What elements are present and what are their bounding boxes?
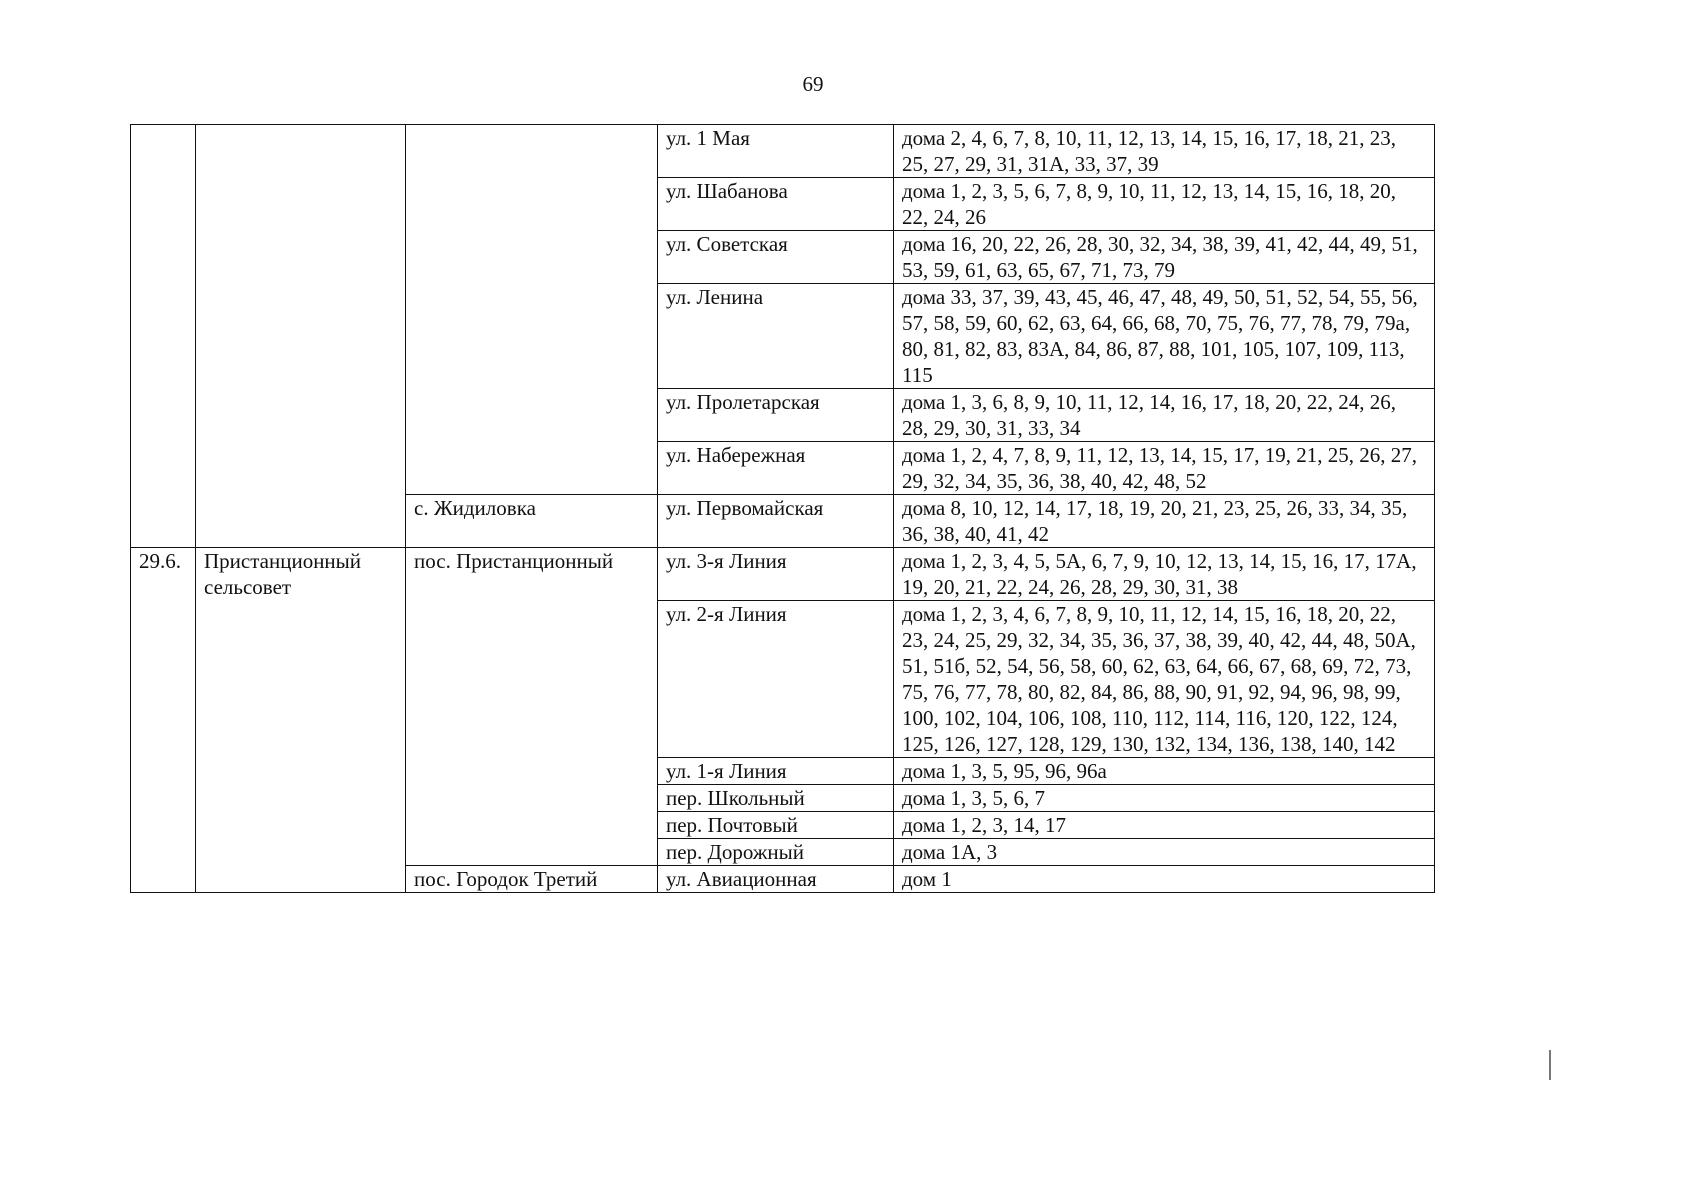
street-name-cell: ул. 1 Мая xyxy=(658,125,894,178)
address-table xyxy=(130,124,1435,893)
street-name-cell: пер. Почтовый xyxy=(658,812,894,839)
house-numbers-cell: дома 33, 37, 39, 43, 45, 46, 47, 48, 49, 50, 51, 52, 54, 55, 56, 57, 58, 59, 60, 62, 63, 64, 66, 68, 70, 75, 76, 77, 78, 79, 79а, 80, 81, 82, 83, 83А, 84, 86, 87, 88, 101, 105, 107, 109, 113, 115 xyxy=(894,284,1435,389)
council-name-cell xyxy=(196,125,406,548)
settlement-name-cell: с. Жидиловка xyxy=(406,495,658,548)
scan-edge-mark xyxy=(1549,1050,1551,1080)
group-number-cell xyxy=(131,125,196,548)
house-numbers-cell: дом 1 xyxy=(894,866,1435,893)
street-name-cell: ул. 2-я Линия xyxy=(658,601,894,758)
street-name-cell: ул. Ленина xyxy=(658,284,894,389)
house-numbers-cell: дома 1, 2, 3, 14, 17 xyxy=(894,812,1435,839)
street-name-cell: ул. Пролетарская xyxy=(658,389,894,442)
house-numbers-cell: дома 1, 3, 5, 6, 7 xyxy=(894,785,1435,812)
council-name-cell: Пристанционный сельсовет xyxy=(196,548,406,893)
settlement-name-cell: пос. Городок Третий xyxy=(406,866,658,893)
street-name-cell: ул. Набережная xyxy=(658,442,894,495)
settlement-name-cell: пос. Пристанционный xyxy=(406,548,658,866)
street-name-cell: ул. Первомайская xyxy=(658,495,894,548)
street-name-cell: ул. Авиационная xyxy=(658,866,894,893)
street-name-cell: пер. Школьный xyxy=(658,785,894,812)
house-numbers-cell: дома 1, 3, 5, 95, 96, 96а xyxy=(894,758,1435,785)
house-numbers-cell: дома 1, 2, 4, 7, 8, 9, 11, 12, 13, 14, 15, 17, 19, 21, 25, 26, 27, 29, 32, 34, 35, 36, 38, 40, 42, 48, 52 xyxy=(894,442,1435,495)
street-name-cell: ул. Советская xyxy=(658,231,894,284)
settlement-name-cell xyxy=(406,125,658,495)
group-number-cell: 29.6. xyxy=(131,548,196,893)
house-numbers-cell: дома 1, 2, 3, 5, 6, 7, 8, 9, 10, 11, 12, 13, 14, 15, 16, 18, 20, 22, 24, 26 xyxy=(894,178,1435,231)
street-name-cell: ул. Шабанова xyxy=(658,178,894,231)
page-number: 69 xyxy=(802,72,824,96)
house-numbers-cell: дома 1А, 3 xyxy=(894,839,1435,866)
table-row xyxy=(131,548,1435,601)
house-numbers-cell: дома 1, 3, 6, 8, 9, 10, 11, 12, 14, 16, 17, 18, 20, 22, 24, 26, 28, 29, 30, 31, 33, 34 xyxy=(894,389,1435,442)
street-name-cell: пер. Дорожный xyxy=(658,839,894,866)
house-numbers-cell: дома 16, 20, 22, 26, 28, 30, 32, 34, 38, 39, 41, 42, 44, 49, 51, 53, 59, 61, 63, 65, 67, 71, 73, 79 xyxy=(894,231,1435,284)
street-name-cell: ул. 3-я Линия xyxy=(658,548,894,601)
table-row xyxy=(131,125,1435,178)
house-numbers-cell: дома 2, 4, 6, 7, 8, 10, 11, 12, 13, 14, 15, 16, 17, 18, 21, 23, 25, 27, 29, 31, 31А, 33, 37, 39 xyxy=(894,125,1435,178)
house-numbers-cell: дома 1, 2, 3, 4, 6, 7, 8, 9, 10, 11, 12, 14, 15, 16, 18, 20, 22, 23, 24, 25, 29, 32, 34, 35, 36, 37, 38, 39, 40, 42, 44, 48, 50А, 51, 51б, 52, 54, 56, 58, 60, 62, 63, 64, 66, 67, 68, 69, 72, 73, 75, 76, 77, 78, 80, 82, 84, 86, 88, 90, 91, 92, 94, 96, 98, 99, 100, 102, 104, 106, 108, 110, 112, 114, 116, 120, 122, 124, 125, 126, 127, 128, 129, 130, 132, 134, 136, 138, 140, 142 xyxy=(894,601,1435,758)
house-numbers-cell: дома 1, 2, 3, 4, 5, 5А, 6, 7, 9, 10, 12, 13, 14, 15, 16, 17, 17А, 19, 20, 21, 22, 24, 26, 28, 29, 30, 31, 38 xyxy=(894,548,1435,601)
street-name-cell: ул. 1-я Линия xyxy=(658,758,894,785)
house-numbers-cell: дома 8, 10, 12, 14, 17, 18, 19, 20, 21, 23, 25, 26, 33, 34, 35, 36, 38, 40, 41, 42 xyxy=(894,495,1435,548)
